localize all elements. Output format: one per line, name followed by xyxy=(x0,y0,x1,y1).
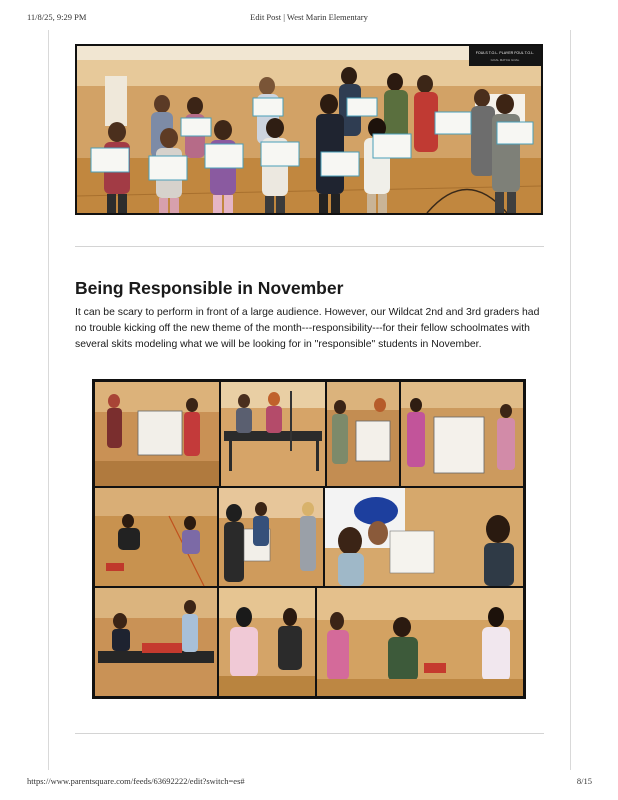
scoreboard xyxy=(469,46,541,66)
skit-collage-image xyxy=(94,381,524,697)
collage-tile-4 xyxy=(401,382,523,486)
scoreboard-label: FOULS T.O.L. PLAYER FOUL T.O.L. xyxy=(475,51,535,55)
collage-tile-3 xyxy=(327,382,399,486)
skit-photo-collage xyxy=(92,379,526,699)
section-divider-top xyxy=(75,246,544,247)
print-url: https://www.parentsquare.com/feeds/63692222/edit?switch=es# xyxy=(27,776,245,786)
print-footer xyxy=(0,776,618,790)
content-border-right xyxy=(570,30,571,770)
post-title: Being Responsible in November xyxy=(75,278,344,298)
post-body: It can be scary to perform in front of a large audience. However, our Wildcat 2nd and 3rd graders had no trouble kicking off the new theme of the month---responsibility---for their fellow schoolmates with several skits modeling what we will be looking for in "responsible" students in November. xyxy=(75,307,540,350)
collage-tile-1 xyxy=(95,382,219,486)
collage-tile-6 xyxy=(219,488,323,586)
group-photo-image xyxy=(77,46,541,213)
collage-tile-9 xyxy=(219,588,315,696)
collage-tile-7 xyxy=(325,488,523,586)
group-photo-certificates xyxy=(75,44,543,215)
collage-tile-5 xyxy=(95,488,217,586)
print-page-number: 8/15 xyxy=(576,776,592,786)
content-border-left xyxy=(48,30,49,770)
print-datetime: 11/8/25, 9:29 PM xyxy=(27,12,87,22)
section-divider-bottom xyxy=(75,733,544,734)
collage-tile-10 xyxy=(317,588,523,696)
collage-tile-8 xyxy=(95,588,217,696)
print-header xyxy=(0,12,618,26)
scoreboard-sublabel: GOAL MATCH GOAL xyxy=(490,58,520,62)
print-page-title: Edit Post | West Marin Elementary xyxy=(250,12,368,22)
collage-tile-2 xyxy=(221,382,325,486)
